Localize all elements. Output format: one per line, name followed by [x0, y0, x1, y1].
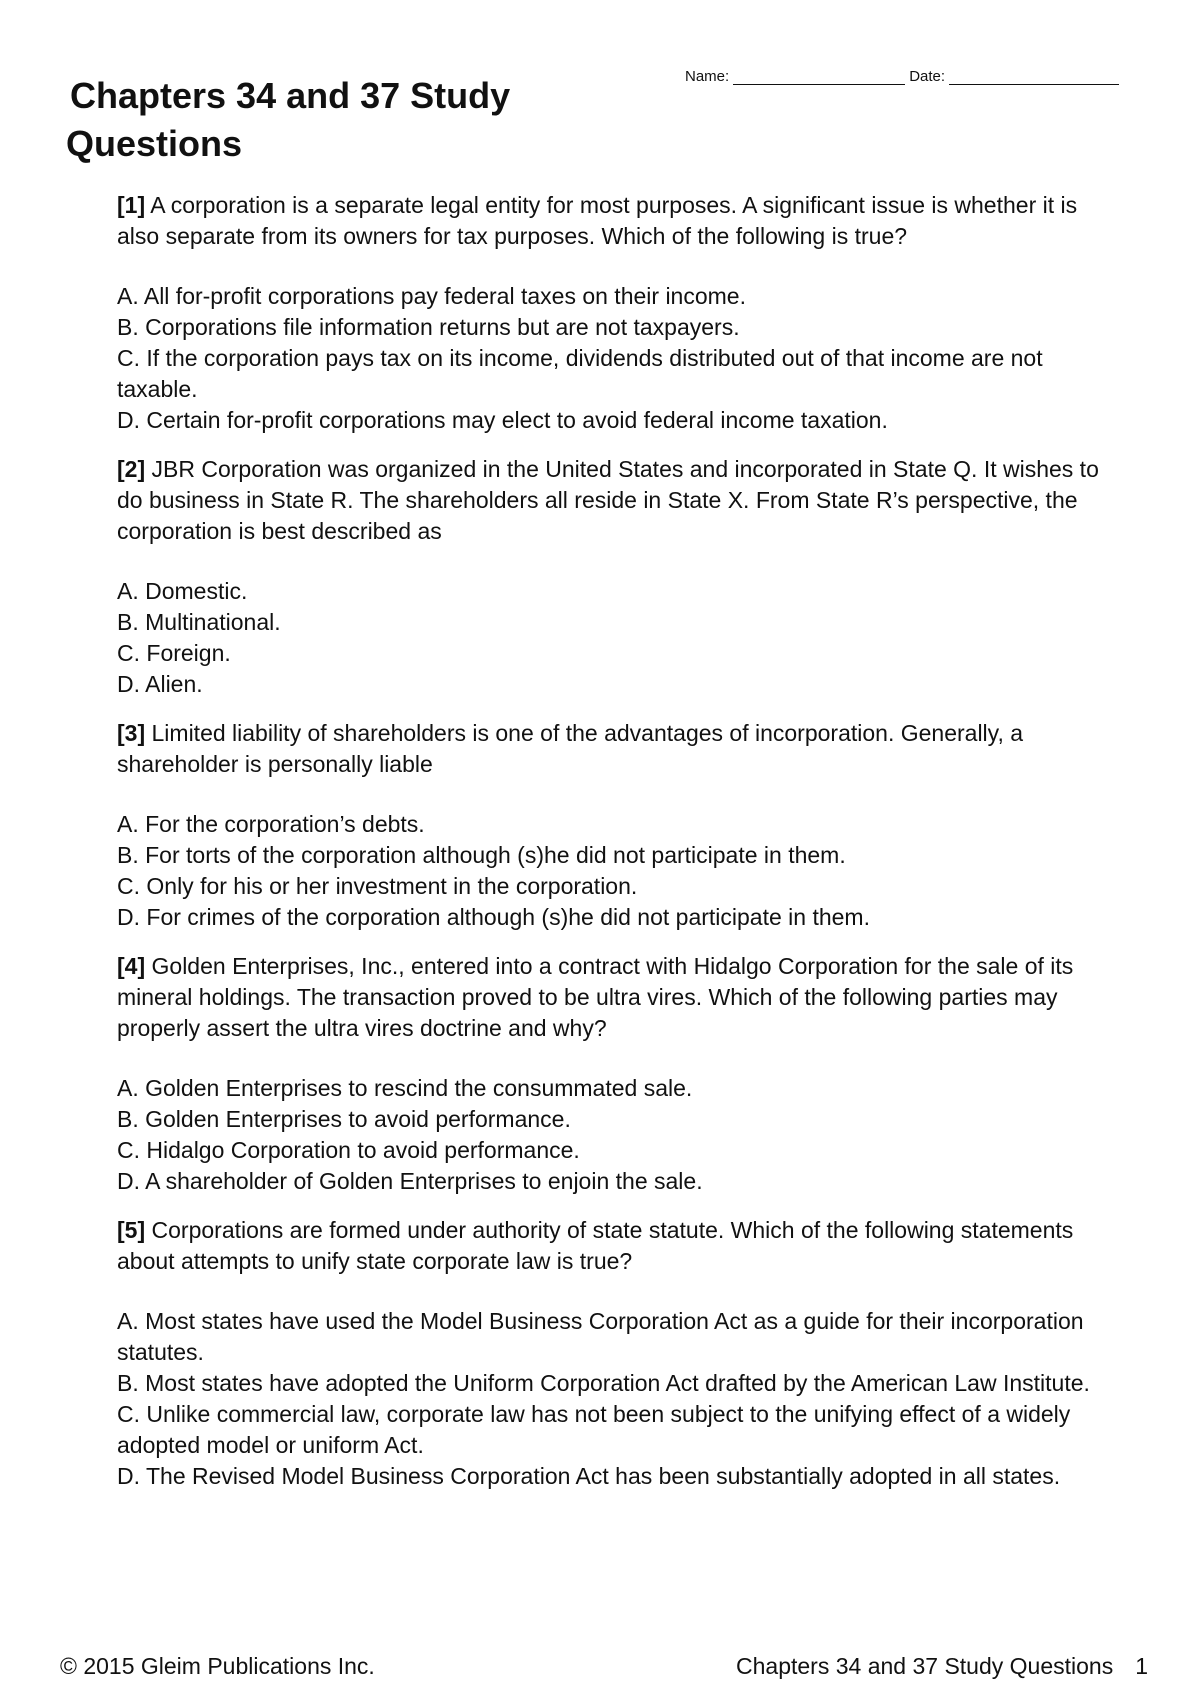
questions-list — [117, 190, 1117, 1510]
question-text: JBR Corporation was organized in the United States and incorporated in State Q. It wishes to do business in State R. The shareholders all reside in State X. From State R’s perspective, the corporation is best described as — [117, 456, 1099, 544]
question-5 — [117, 1215, 1117, 1492]
option-c: C. If the corporation pays tax on its income, dividends distributed out of that income are not taxable. — [117, 345, 1043, 402]
answer-options — [117, 281, 1117, 436]
question-stem — [117, 454, 1117, 547]
footer-doc-title: Chapters 34 and 37 Study Questions — [736, 1653, 1114, 1679]
answer-options — [117, 809, 1117, 933]
name-label: Name: — [685, 68, 730, 85]
date-label: Date: — [909, 68, 946, 85]
option-b: B. For torts of the corporation although (s)he did not participate in them. — [117, 842, 846, 868]
answer-options — [117, 1073, 1117, 1197]
copyright-text: © 2015 Gleim Publications Inc. — [60, 1653, 375, 1679]
option-a: A. For the corporation’s debts. — [117, 811, 425, 837]
page-footer — [60, 1653, 1148, 1680]
option-c: C. Unlike commercial law, corporate law has not been subject to the unifying effect of a widely adopted model or uniform Act. — [117, 1401, 1071, 1458]
question-stem — [117, 718, 1117, 780]
option-b: B. Corporations file information returns but are not taxpayers. — [117, 314, 740, 340]
question-3 — [117, 718, 1117, 933]
question-number: [2] — [117, 456, 146, 482]
question-text: Limited liability of shareholders is one of the advantages of incorporation. Generally, a shareholder is personally liable — [117, 720, 1024, 777]
question-number: [4] — [117, 953, 146, 979]
question-stem — [117, 190, 1117, 252]
footer-right — [736, 1653, 1148, 1680]
title-line-1: Chapters 34 and 37 Study — [70, 75, 511, 116]
page-title — [66, 72, 590, 168]
question-text: A corporation is a separate legal entity for most purposes. A significant issue is whether it is also separate from its owners for tax purposes. Which of the following is true? — [117, 192, 1078, 249]
question-text: Golden Enterprises, Inc., entered into a contract with Hidalgo Corporation for the sale of its mineral holdings. The transaction proved to be ultra vires. Which of the following parties may properly assert the ultra vires doctrine and why? — [117, 953, 1074, 1041]
option-c: C. Only for his or her investment in the corporation. — [117, 873, 638, 899]
option-d: D. Certain for-profit corporations may elect to avoid federal income taxation. — [117, 407, 888, 433]
page-number: 1 — [1135, 1653, 1148, 1679]
question-number: [1] — [117, 192, 146, 218]
option-b: B. Most states have adopted the Uniform Corporation Act drafted by the American Law Institute. — [117, 1370, 1090, 1396]
option-a: A. All for-profit corporations pay federal taxes on their income. — [117, 283, 746, 309]
option-a: A. Most states have used the Model Business Corporation Act as a guide for their incorporation statutes. — [117, 1308, 1084, 1365]
question-1 — [117, 190, 1117, 436]
option-a: A. Domestic. — [117, 578, 248, 604]
option-a: A. Golden Enterprises to rescind the consummated sale. — [117, 1075, 693, 1101]
option-b: B. Multinational. — [117, 609, 281, 635]
title-line-2: Questions — [66, 123, 243, 164]
option-d: D. A shareholder of Golden Enterprises to enjoin the sale. — [117, 1168, 703, 1194]
question-4 — [117, 951, 1117, 1197]
option-d: D. The Revised Model Business Corporation Act has been substantially adopted in all states. — [117, 1463, 1061, 1489]
question-number: [5] — [117, 1217, 146, 1243]
answer-options — [117, 576, 1117, 700]
option-d: D. Alien. — [117, 671, 203, 697]
question-stem — [117, 951, 1117, 1044]
question-2 — [117, 454, 1117, 700]
question-stem — [117, 1215, 1117, 1277]
option-c: C. Foreign. — [117, 640, 231, 666]
option-d: D. For crimes of the corporation although (s)he did not participate in them. — [117, 904, 870, 930]
question-number: [3] — [117, 720, 146, 746]
date-blank[interactable] — [949, 70, 1119, 85]
option-b: B. Golden Enterprises to avoid performance. — [117, 1106, 571, 1132]
name-blank[interactable] — [733, 70, 905, 85]
question-text: Corporations are formed under authority of state statute. Which of the following statements about attempts to unify state corporate law is true? — [117, 1217, 1074, 1274]
name-date-fields — [685, 68, 1145, 85]
option-c: C. Hidalgo Corporation to avoid performance. — [117, 1137, 580, 1163]
answer-options — [117, 1306, 1117, 1492]
